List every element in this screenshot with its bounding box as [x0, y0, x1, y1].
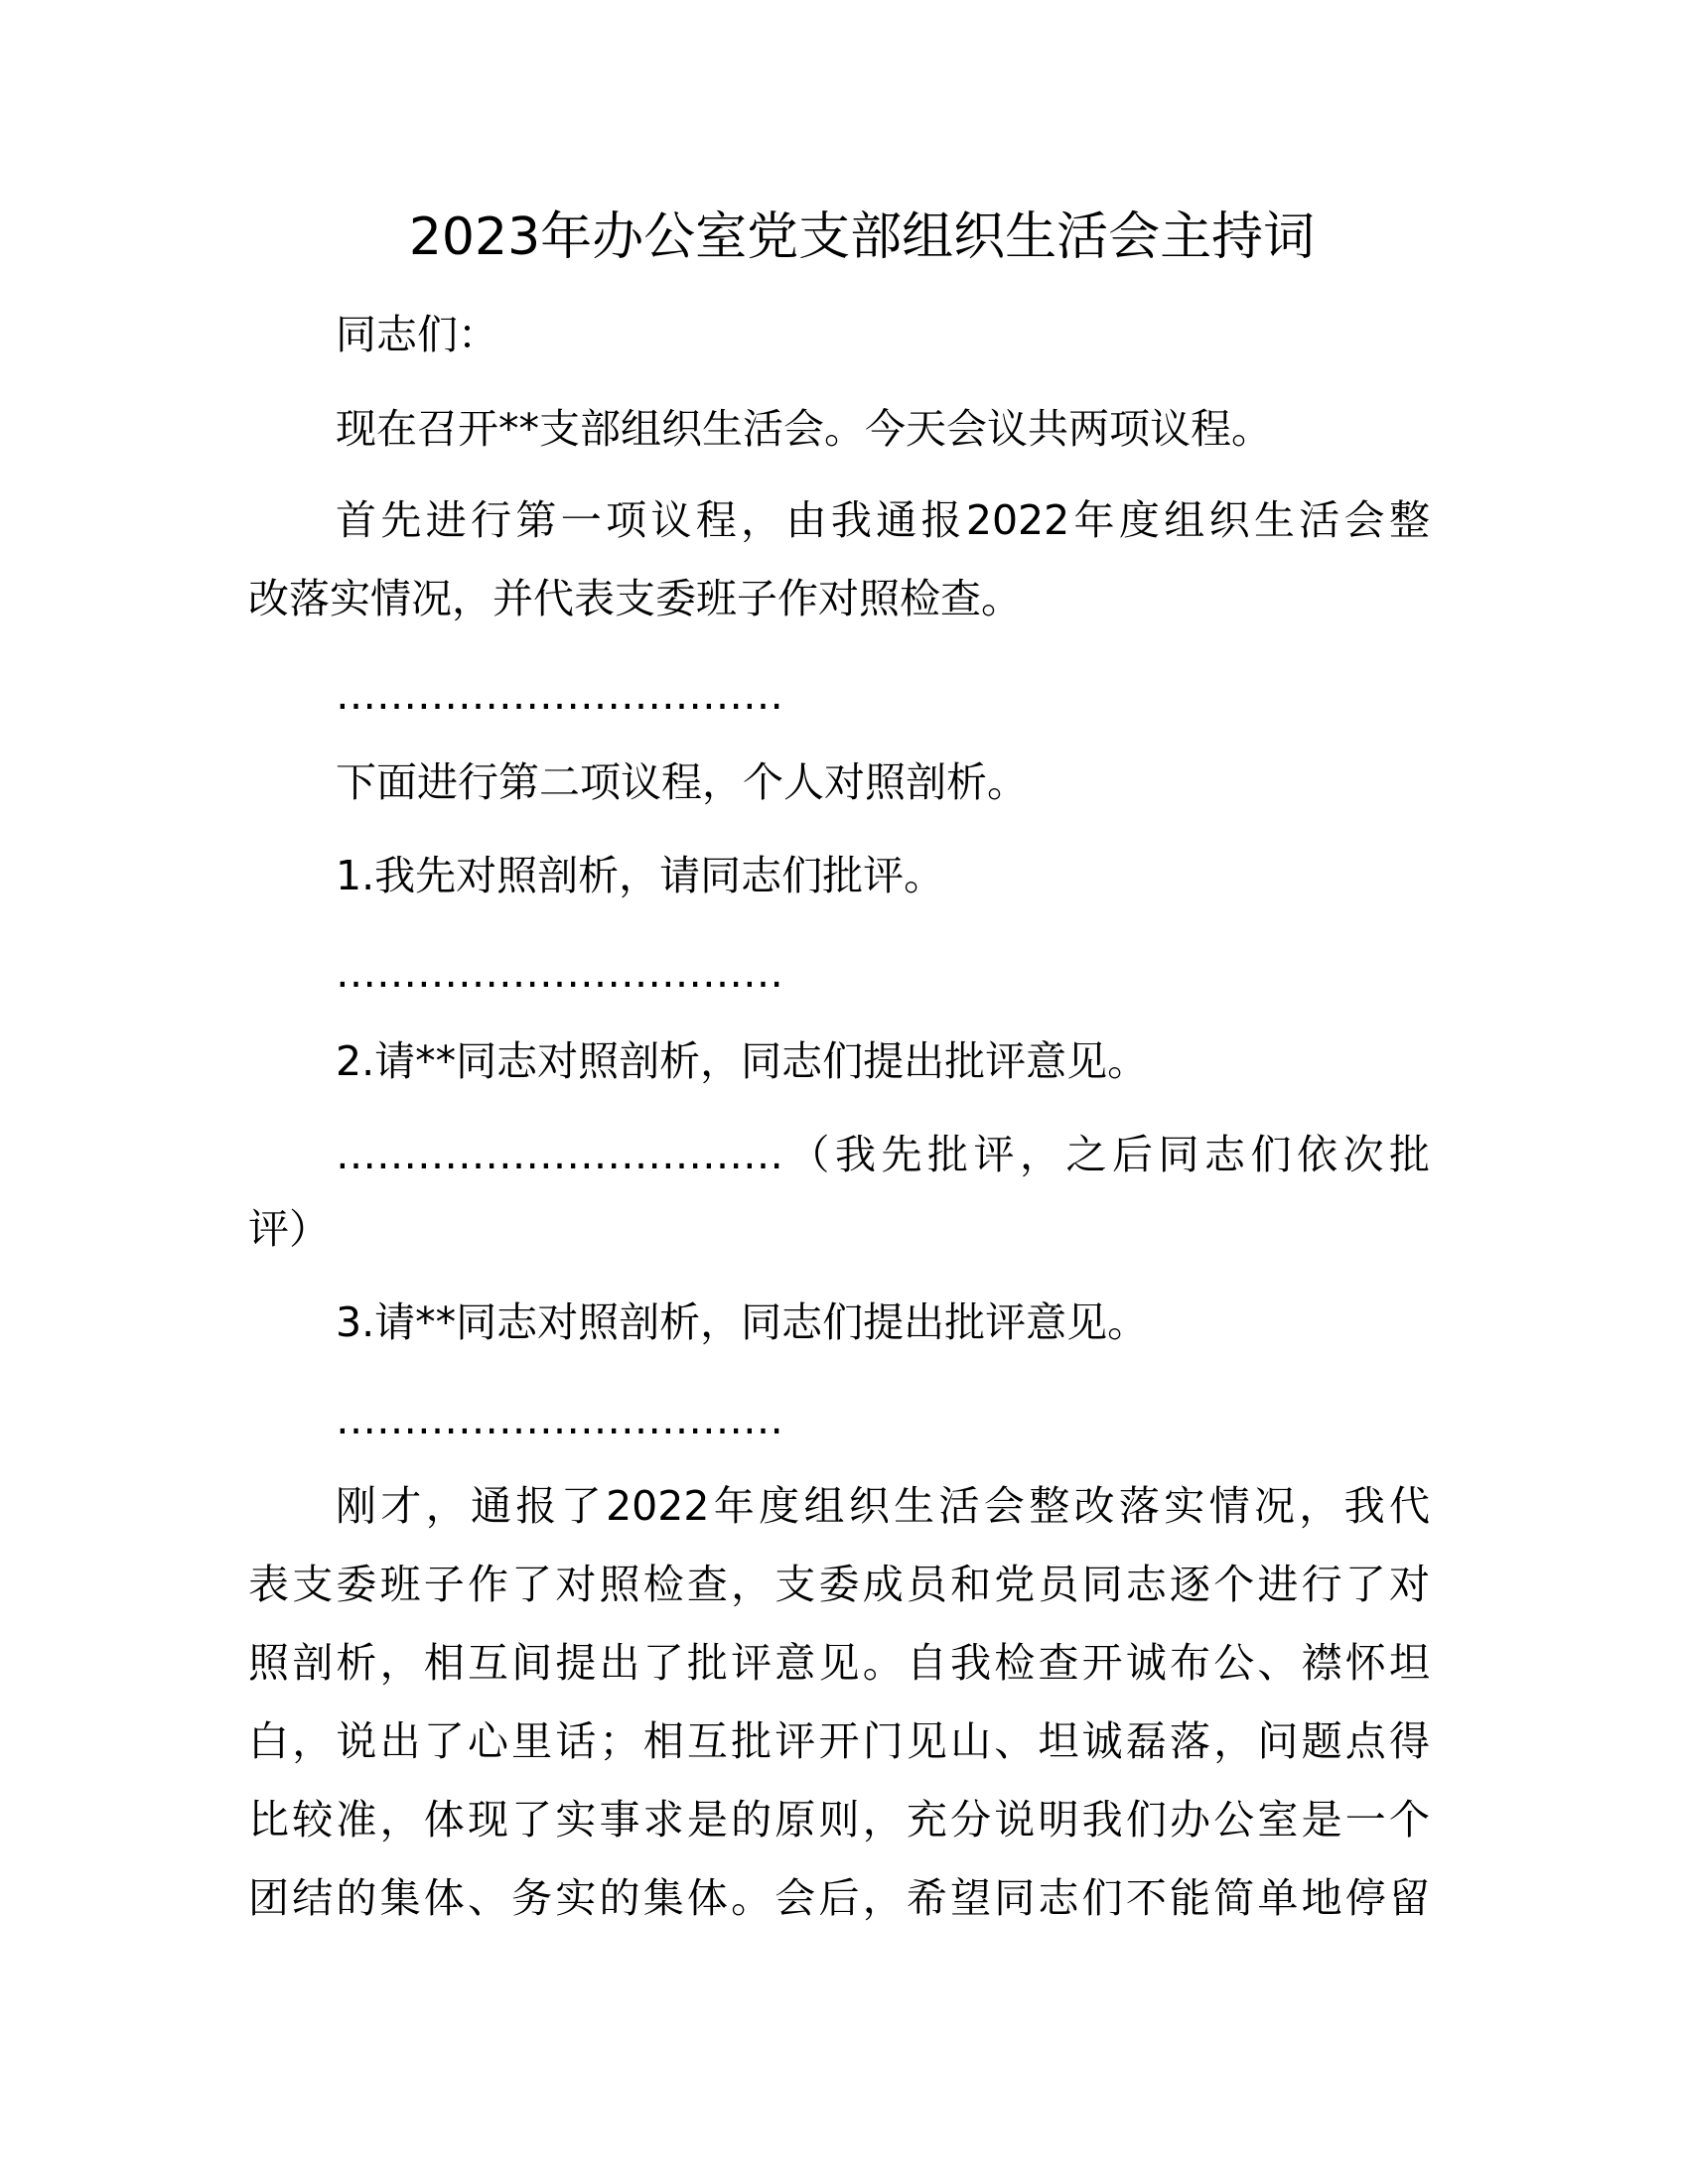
text-line: 照剖析，相互间提出了批评意见。自我检查开诚布公、襟怀坦	[248, 1639, 1430, 1687]
text-line: 白，说出了心里话；相互批评开门见山、坦诚磊落，问题点得	[248, 1717, 1430, 1765]
paragraph-item-2	[248, 1023, 1430, 1101]
text-line: 评）	[248, 1205, 330, 1253]
paragraph-summary	[248, 1467, 1430, 1938]
ellipsis-1	[248, 656, 1430, 735]
text-line: 表支委班子作了对照检查，支委成员和党员同志逐个进行了对	[248, 1561, 1430, 1608]
text-line: ……………………………（我先批评，之后同志们依次批	[336, 1131, 1430, 1178]
text-line: 1.我先对照剖析，请同志们批评。	[336, 852, 945, 899]
paragraph-salutation	[248, 296, 1430, 374]
paragraph-item-3	[248, 1284, 1430, 1362]
text-line: 比较准，体现了实事求是的原则，充分说明我们办公室是一个	[248, 1796, 1430, 1843]
paragraph-ellipsis-note	[248, 1116, 1430, 1269]
text-line: 3.请**同志对照剖析，同志们提出批评意见。	[336, 1298, 1149, 1346]
text-line: ……………………………	[336, 1396, 783, 1443]
paragraph-agenda-two	[248, 744, 1430, 822]
text-line: 2.请**同志对照剖析，同志们提出批评意见。	[336, 1037, 1149, 1085]
text-line: 同志们：	[336, 311, 498, 358]
text-line: ……………………………	[336, 671, 783, 719]
ellipsis-3	[248, 1381, 1430, 1459]
text-line: 现在召开**支部组织生活会。今天会议共两项议程。	[336, 405, 1272, 453]
text-line: 刚才，通报了2022年度组织生活会整改落实情况，我代	[336, 1482, 1430, 1530]
paragraph-item-1	[248, 837, 1430, 915]
document-title: 2023年办公室党支部组织生活会主持词	[408, 207, 1316, 267]
ellipsis-2	[248, 934, 1430, 1013]
text-line: 团结的集体、务实的集体。会后，希望同志们不能简单地停留	[248, 1874, 1430, 1922]
paragraph-agenda-one	[248, 481, 1430, 638]
paragraph-opening	[248, 390, 1430, 469]
text-line: ……………………………	[336, 949, 783, 997]
text-line: 改落实情况，并代表支委班子作对照检查。	[248, 575, 1022, 622]
text-line: 首先进行第一项议程，由我通报2022年度组织生活会整	[336, 496, 1430, 544]
text-line: 下面进行第二项议程，个人对照剖析。	[336, 758, 1028, 806]
